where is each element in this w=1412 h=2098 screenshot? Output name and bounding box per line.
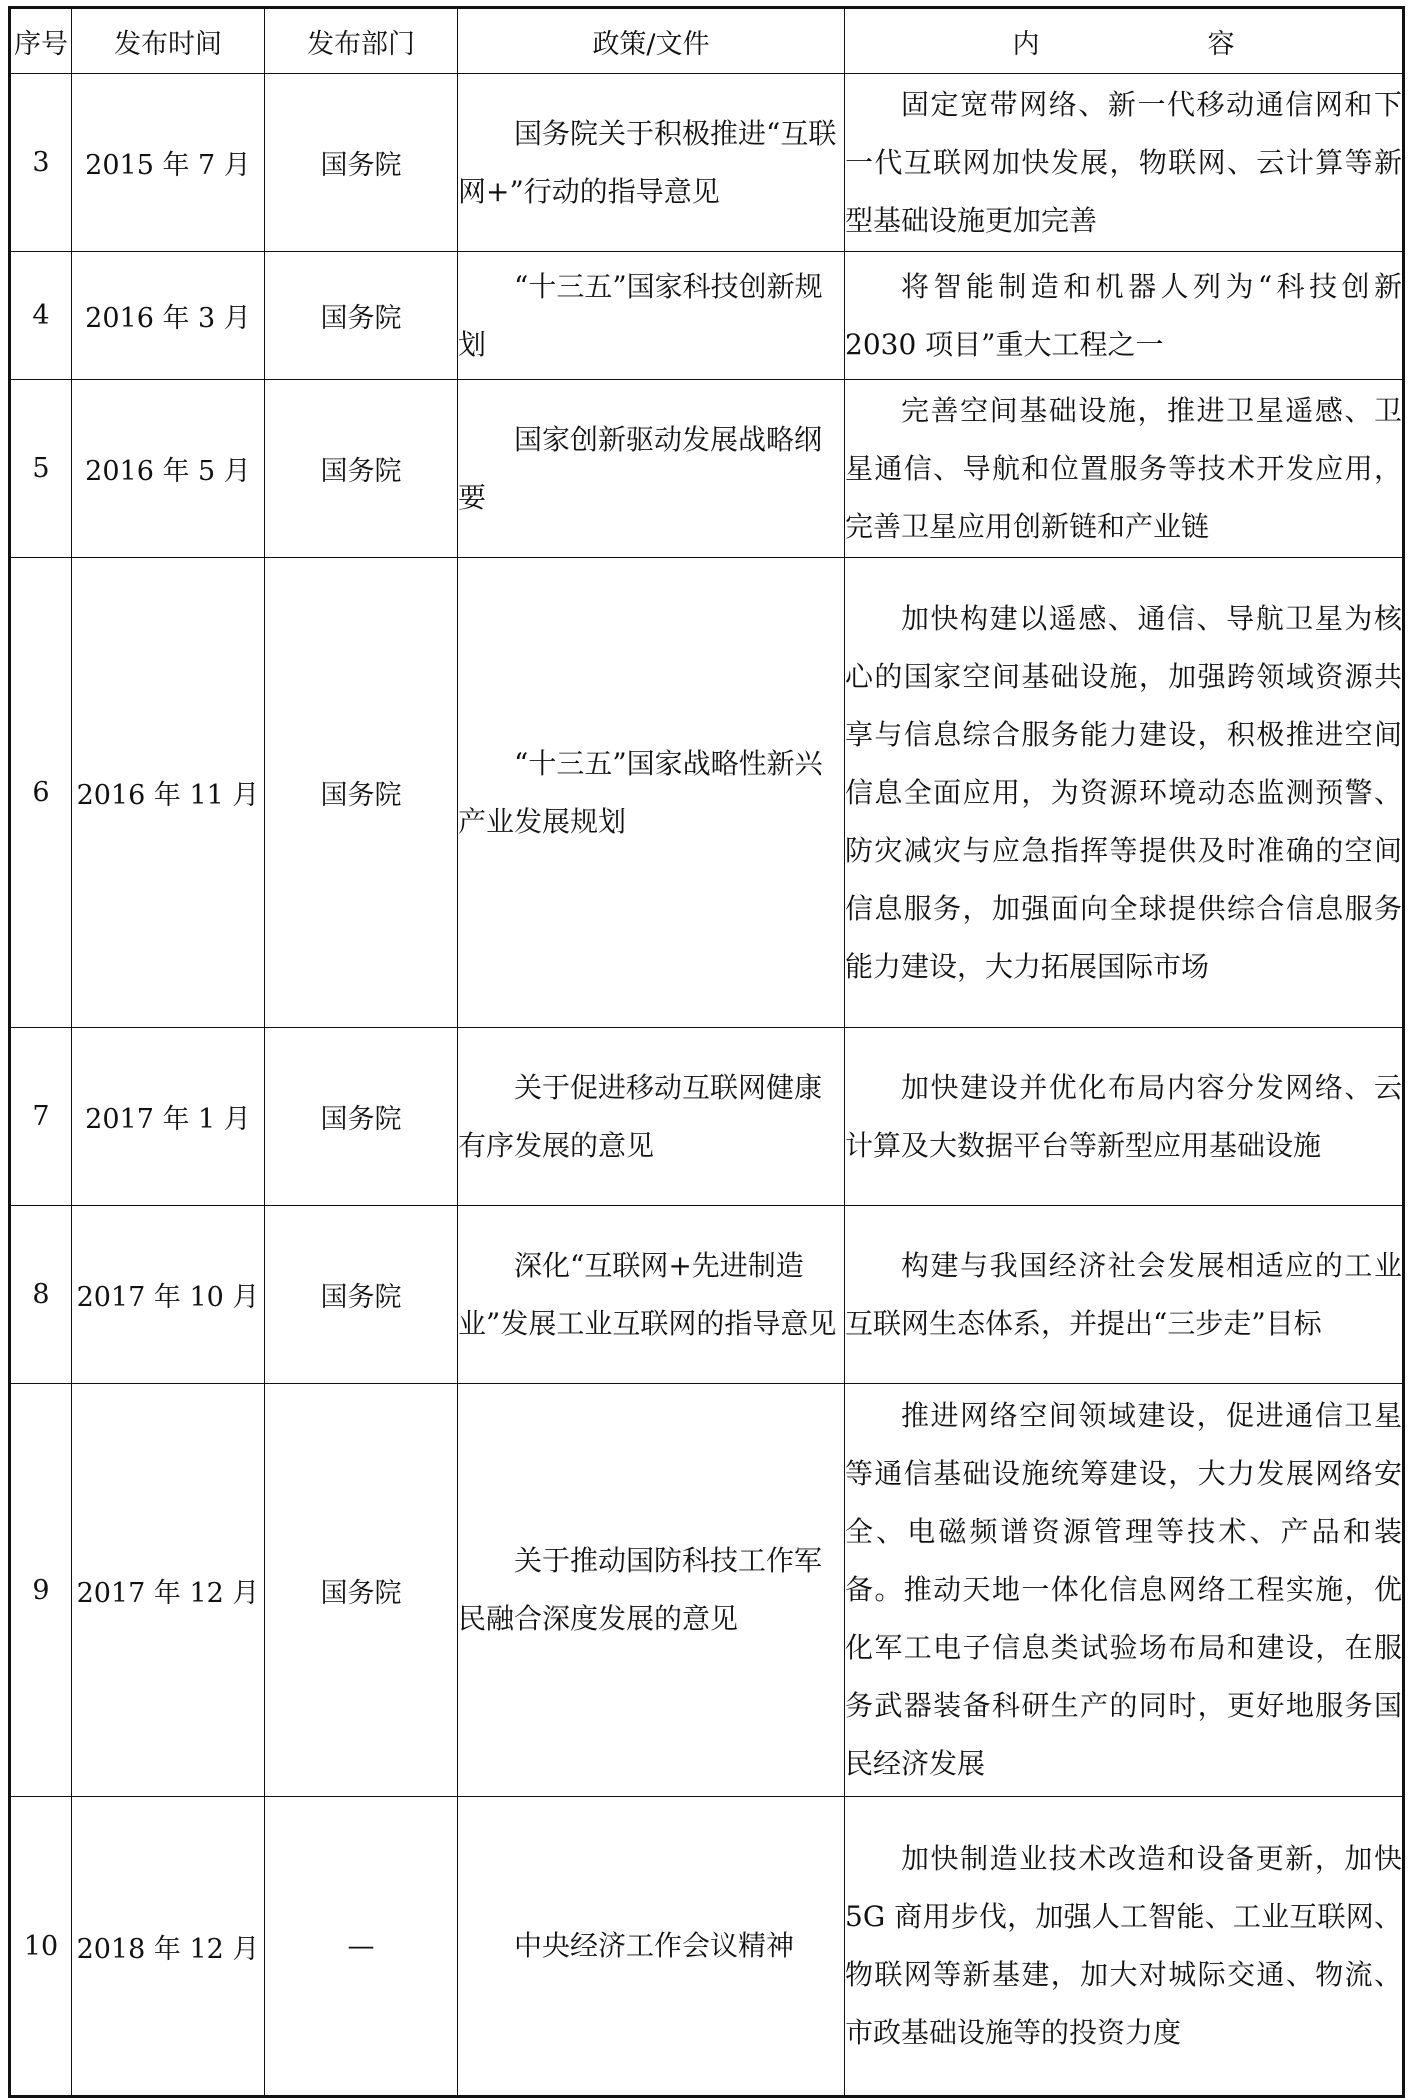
row-content-text: 构建与我国经济社会发展相适应的工业互联网生态体系，并提出“三步走”目标 xyxy=(845,1248,1402,1340)
row-policy-document xyxy=(458,1384,845,1797)
row-department: 国务院 xyxy=(265,1384,458,1797)
row-publish-date: 2017 年 10 月 xyxy=(72,1206,265,1384)
row-policy-document xyxy=(458,558,845,1028)
row-department: 国务院 xyxy=(265,252,458,380)
row-department: 国务院 xyxy=(265,380,458,558)
row-policy-text: 关于推动国防科技工作军民融合深度发展的意见 xyxy=(458,1544,823,1635)
row-policy-document xyxy=(458,1206,845,1384)
row-content-text: 将智能制造和机器人列为“科技创新2030 项目”重大工程之一 xyxy=(845,269,1402,361)
header-content: 内 容 xyxy=(845,8,1404,74)
row-content-text: 加快建设并优化布局内容分发网络、云计算及大数据平台等新型应用基础设施 xyxy=(845,1070,1402,1162)
row-policy-text: “十三五”国家战略性新兴产业发展规划 xyxy=(458,746,823,838)
row-publish-date: 2017 年 12 月 xyxy=(72,1384,265,1797)
header-publish-date: 发布时间 xyxy=(72,8,265,74)
row-policy-document xyxy=(458,1797,845,2097)
policy-table xyxy=(8,6,1405,2098)
row-content-text: 推进网络空间领域建设，促进通信卫星等通信基础设施统筹建设，大力发展网络安全、电磁频谱资源管理等技术、产品和装备。推动天地一体化信息网络工程实施，优化军工电子信息类试验场布局和建设，在服务武器装备科研生产的同时，更好地服务国民经济发展 xyxy=(845,1399,1402,1780)
row-policy-document xyxy=(458,252,845,380)
row-serial-number: 3 xyxy=(10,74,72,252)
row-publish-date: 2016 年 11 月 xyxy=(72,558,265,1028)
table-row xyxy=(10,74,1404,252)
row-department: — xyxy=(265,1797,458,2097)
row-policy-text: 国务院关于积极推进“互联网+”行动的指导意见 xyxy=(458,116,837,208)
row-serial-number: 4 xyxy=(10,252,72,380)
row-publish-date: 2016 年 3 月 xyxy=(72,252,265,380)
row-content-text: 完善空间基础设施，推进卫星遥感、卫星通信、导航和位置服务等技术开发应用，完善卫星应用创新链和产业链 xyxy=(845,393,1402,543)
row-serial-number: 6 xyxy=(10,558,72,1028)
row-publish-date: 2015 年 7 月 xyxy=(72,74,265,252)
row-publish-date: 2017 年 1 月 xyxy=(72,1028,265,1206)
row-policy-document xyxy=(458,1028,845,1206)
row-department: 国务院 xyxy=(265,558,458,1028)
row-content-text: 固定宽带网络、新一代移动通信网和下一代互联网加快发展，物联网、云计算等新型基础设施更加完善 xyxy=(845,87,1402,237)
row-content xyxy=(845,380,1404,558)
table-row xyxy=(10,558,1404,1028)
row-policy-text: 国家创新驱动发展战略纲要 xyxy=(458,422,823,514)
header-publishing-department: 发布部门 xyxy=(265,8,458,74)
row-content xyxy=(845,1384,1404,1797)
table-row xyxy=(10,1797,1404,2097)
row-content xyxy=(845,74,1404,252)
row-content xyxy=(845,1028,1404,1206)
row-policy-document xyxy=(458,74,845,252)
row-content-text: 加快构建以遥感、通信、导航卫星为核心的国家空间基础设施，加强跨领域资源共享与信息综合服务能力建设，积极推进空间信息全面应用，为资源环境动态监测预警、防灾减灾与应急指挥等提供及时准确的空间信息服务，加强面向全球提供综合信息服务能力建设，大力拓展国际市场 xyxy=(845,601,1402,983)
row-policy-text: 深化“互联网+先进制造业”发展工业互联网的指导意见 xyxy=(458,1248,837,1340)
row-content xyxy=(845,1797,1404,2097)
table-row xyxy=(10,380,1404,558)
row-content xyxy=(845,252,1404,380)
row-policy-text: 中央经济工作会议精神 xyxy=(514,1929,795,1962)
row-publish-date: 2018 年 12 月 xyxy=(72,1797,265,2097)
header-serial-number: 序号 xyxy=(10,8,72,74)
table-row xyxy=(10,252,1404,380)
row-serial-number: 9 xyxy=(10,1384,72,1797)
row-serial-number: 8 xyxy=(10,1206,72,1384)
row-content-text: 加快制造业技术改造和设备更新，加快 5G 商用步伐，加强人工智能、工业互联网、物联网等新基建，加大对城际交通、物流、市政基础设施等的投资力度 xyxy=(845,1842,1402,2049)
row-content xyxy=(845,1206,1404,1384)
row-publish-date: 2016 年 5 月 xyxy=(72,380,265,558)
row-department: 国务院 xyxy=(265,1206,458,1384)
row-serial-number: 10 xyxy=(10,1797,72,2097)
header-policy-document: 政策/文件 xyxy=(458,8,845,74)
row-policy-text: “十三五”国家科技创新规划 xyxy=(458,269,823,361)
row-serial-number: 7 xyxy=(10,1028,72,1206)
row-policy-document xyxy=(458,380,845,558)
row-department: 国务院 xyxy=(265,1028,458,1206)
row-department: 国务院 xyxy=(265,74,458,252)
table-row xyxy=(10,1384,1404,1797)
table-row xyxy=(10,1028,1404,1206)
row-content xyxy=(845,558,1404,1028)
row-serial-number: 5 xyxy=(10,380,72,558)
table-row xyxy=(10,1206,1404,1384)
row-policy-text: 关于促进移动互联网健康有序发展的意见 xyxy=(458,1070,823,1162)
table-header-row xyxy=(10,8,1404,74)
